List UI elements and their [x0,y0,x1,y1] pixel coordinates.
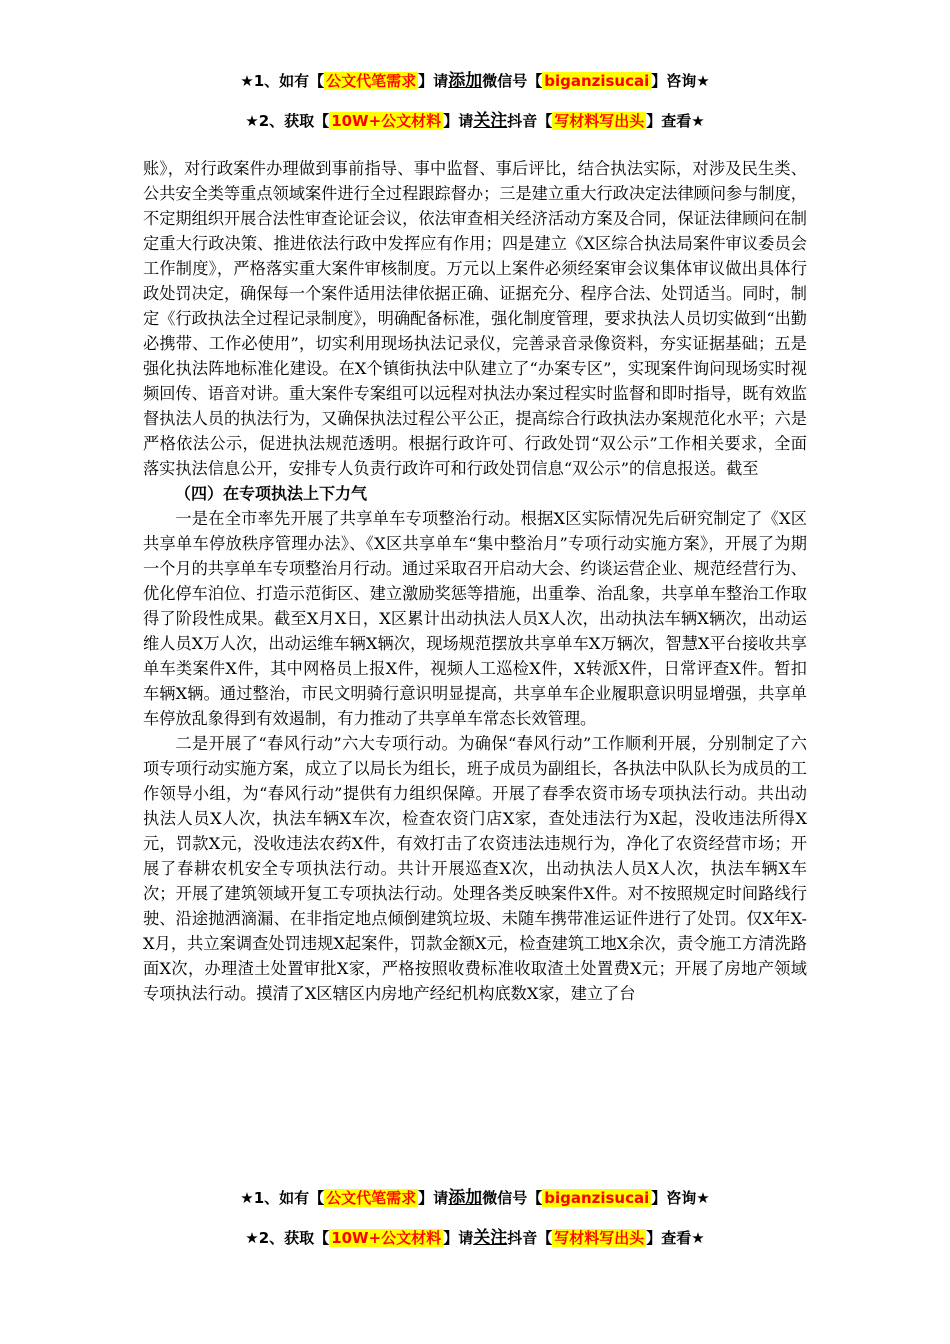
document-body [143,156,807,1006]
highlight-materials: 10W+公文材料 [331,112,442,130]
highlight-wechat-id: biganzisucai [544,72,650,90]
footer-banner-line-2: ★2、获取【 10W+公文材料 】请关注抖音【 写材料写出头 】查看★ [245,1228,705,1248]
highlight-wechat-id: biganzisucai [544,1189,650,1207]
paragraph-2: 一是在全市率先开展了共享单车专项整治行动。根据X区实际情况先后研究制定了《X区共享单车停放秩序管理办法》、《X区共享单车“集中整治月”专项行动实施方案》，开展了为期一个月的共享单车专项整治月行动。通过采取召开启动大会、约谈运营企业、规范经营行为、优化停车泊位、打造示范街区、建立激励奖惩等措施，出重拳、治乱象，共享单车整治工作取得了阶段性成果。截至X月X日，X区累计出动执法人员X人次，出动执法车辆X辆次，出动运维人员X万人次，出动运维车辆X辆次，现场规范摆放共享单车X万辆次，智慧X平台接收共享单车类案件X件，其中网格员上报X件，视频人工巡检X件，X转派X件，日常评查X件。暂扣车辆X辆。通过整治，市民文明骑行意识明显提高，共享单车企业履职意识明显增强，共享单车停放乱象得到有效遏制，有力推动了共享单车常态长效管理。 [143,509,807,728]
highlight-service: 公文代笔需求 [326,72,417,90]
highlight-douyin: 写材料写出头 [554,1229,645,1247]
highlight-materials: 10W+公文材料 [331,1229,442,1247]
highlight-service: 公文代笔需求 [326,1189,417,1207]
paragraph-1: 账》，对行政案件办理做到事前指导、事中监督、事后评比，结合执法实际，对涉及民生类、公共安全类等重点领域案件进行全过程跟踪督办；三是建立重大行政决定法律顾问参与制度，不定期组织开展合法性审查论证会议，依法审查相关经济活动方案及合同，保证法律顾问在制定重大行政决策、推进依法行政中发挥应有作用；四是建立《X区综合执法局案件审议委员会工作制度》，严格落实重大案件审核制度。万元以上案件必须经案审会议集体审议做出具体行政处罚决定，确保每一个案件适用法律依据正确、证据充分、程序合法、处罚适当。同时，制定《行政执法全过程记录制度》，明确配备标准，强化制度管理，要求执法人员切实做到“出勤必携带、工作必使用”，切实利用现场执法记录仪，完善录音录像资料，夯实证据基础；五是强化执法阵地标准化建设。在X个镇街执法中队建立了“办案专区”，实现案件询问现场实时视频回传、语音对讲。重大案件专案组可以远程对执法办案过程实时监督和即时指导，既有效监督执法人员的执法行为，又确保执法过程公平公正，提高综合行政执法办案规范化水平；六是严格依法公示，促进执法规范透明。根据行政许可、行政处罚“双公示”工作相关要求，全面落实执法信息公开，安排专人负责行政许可和行政处罚信息“双公示”的信息报送。截至 [143,159,807,478]
footer-banner-line-1: ★1、如有【 公文代笔需求 】请添加微信号【 biganzisucai 】咨询★ [240,1188,710,1208]
section-heading: （四）在专项执法上下力气 [175,484,368,503]
header-banner-line-1: ★1、如有【 公文代笔需求 】请添加微信号【 biganzisucai 】咨询★ [240,71,710,91]
highlight-douyin: 写材料写出头 [554,112,645,130]
paragraph-3: 二是开展了“春风行动”六大专项行动。为确保“春风行动”工作顺利开展，分别制定了六项专项行动实施方案，成立了以局长为组长，班子成员为副组长，各执法中队队长为成员的工作领导小组，为“春风行动”提供有力组织保障。开展了春季农资市场专项执法行动。共出动执法人员X人次，执法车辆X车次，检查农资门店X家，查处违法行为X起，没收违法所得X元，罚款X元，没收违法农药X件，有效打击了农资违法违规行为，净化了农资经营市场；开展了春耕农机安全专项执法行动。共计开展巡查X次，出动执法人员X人次，执法车辆X车次；开展了建筑领域开复工专项执法行动。处理各类反映案件X件。对不按照规定时间路线行驶、沿途抛洒滴漏、在非指定地点倾倒建筑垃圾、未随车携带准运证件进行了处罚。仅X年X-X月，共立案调查处罚违规X起案件，罚款金额X元，检查建筑工地X余次，责令施工方清洗路面X次，办理渣土处置审批X家，严格按照收费标准收取渣土处置费X元；开展了房地产领域专项执法行动。摸清了X区辖区内房地产经纪机构底数X家，建立了台 [143,734,807,1003]
header-banner-line-2: ★2、获取【 10W+公文材料 】请关注抖音【 写材料写出头 】查看★ [245,111,705,131]
